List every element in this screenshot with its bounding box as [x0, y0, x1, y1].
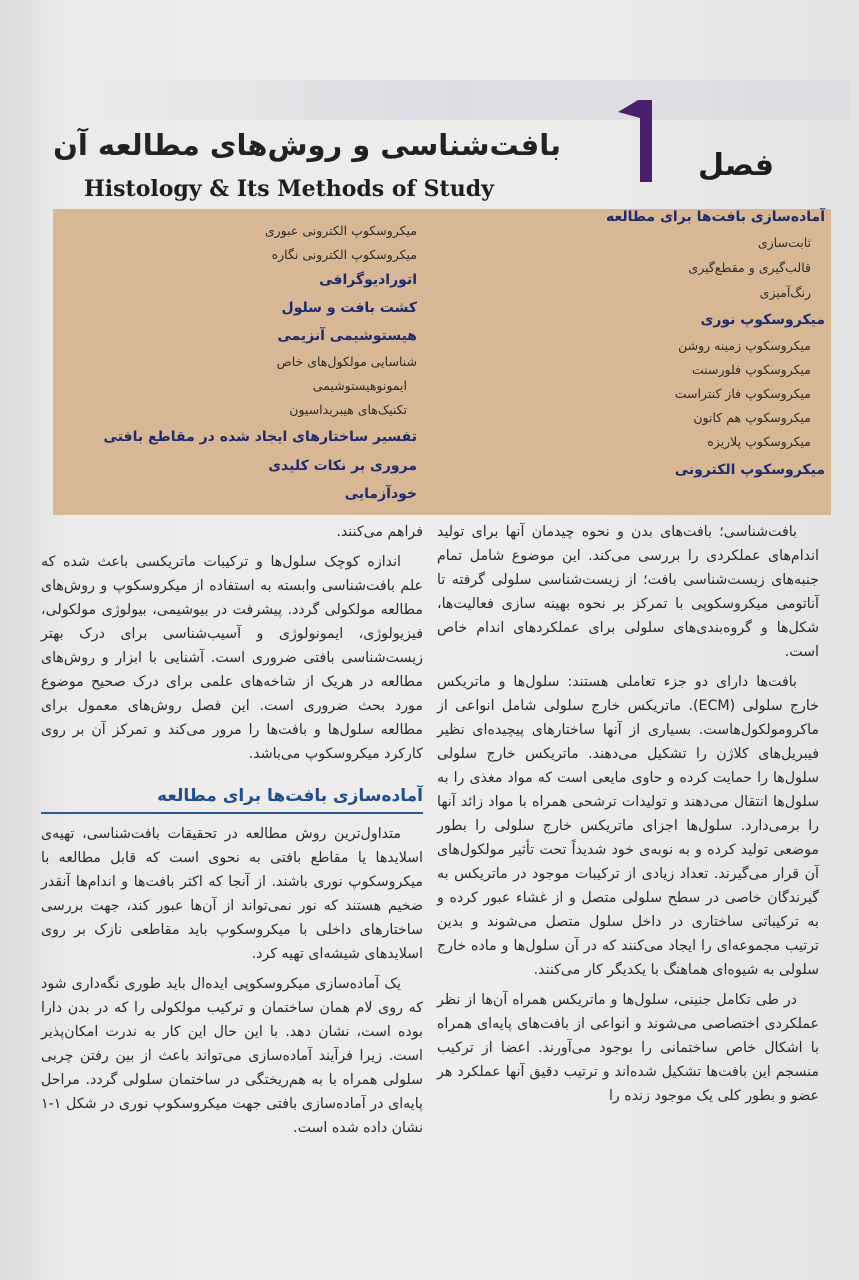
body-column-right	[437, 520, 819, 1114]
outline-item: تکنیک‌های هیبریداسیون	[289, 402, 407, 417]
outline-item: تفسیر ساختارهای ایجاد شده در مقاطع بافتی	[103, 429, 417, 445]
paragraph: در طی تکامل جنینی، سلول‌ها و ماتریکس همراه آن‌ها از نظر عملکردی اختصاصی می‌شوند و انواعی از بافت‌های پایه‌ای همراه با اشکال خاص ساختمانی را بوجود می‌آورند. اعضا از ترکیب منسجم این بافت‌ها تشکیل شده‌اند و ترتیب دقیق آنها عملکرد هر عضو و بطور کلی یک موجود زنده را	[437, 992, 819, 1104]
outline-item: اتورادیوگرافی	[319, 272, 417, 288]
outline-item: میکروسکوپ الکترونی عبوری	[264, 223, 417, 238]
outline-item: قالب‌گیری و مقطع‌گیری	[688, 260, 811, 275]
paragraph: بافت‌ها دارای دو جزء تعاملی هستند: سلول‌ها و ماتریکس خارج سلولی (ECM). ماتریکس خارج سلولی شامل انواعی از ماکرومولکول‌هاست. بسیاری از آنها ساختارهای پیچیده‌ای نظیر فیبریل‌های کلاژن را تشکیل می‌دهند. ماتریکس خارج سلولی سلول‌ها را حمایت کرده و حاوی مایعی است که مواد مغذی را به سلول‌ها انتقال می‌دهند و تولیدات ترشحی همراه با مواد زائد آنها را برمی‌دارد. سلول‌ها اجزای ماتریکس خارج سلولی را بطور موضعی تولید کرده و به نوبه‌ی خود شدیداً تحت تأثیر مولکول‌های آن قرار می‌گیرند. تعداد زیادی از ترکیبات موجود در ماتریکس به گیرندگان خاصی در سطح سلولی متصل و از غشاء عبور کرده و به ترکیباتی ساختاری در داخل سلول متصل می‌شوند و بدین ترتیب مجموعه‌ای را ایجاد می‌کنند که در آن سلول‌ها و ماده خارج سلولی به شیوه‌ای هماهنگ با یکدیگر کار می‌کنند.	[437, 674, 820, 978]
bleed-through-band	[60, 80, 850, 120]
paragraph: فراهم می‌کنند.	[336, 524, 423, 540]
outline-item: شناسایی مولکول‌های خاص	[276, 354, 417, 369]
chapter-title-en: Histology & Its Methods of Study	[84, 176, 494, 202]
outline-item: خودآزمایی	[344, 486, 417, 502]
outline-item: میکروسکوپ زمینه روشن	[678, 338, 811, 353]
outline-item: میکروسکوپ فلورسنت	[691, 362, 811, 377]
outline-item: ثابت‌سازی	[757, 235, 811, 250]
paragraph: یک آماده‌سازی میکروسکوپی ایده‌ال باید طوری نگه‌داری شود که روی لام همان ساختمان و ترکیب مولکولی را که در بدن دارا بوده است، نشان دهد. با این حال این کار به ندرت امکان‌پذیر است. زیرا فرآیند آماده‌سازی می‌تواند باعث از بین رفتن چربی سلولی همراه با به هم‌ریختگی در ساختمان سلولی گردد. مراحل پایه‌ای در آماده‌سازی بافتی جهت میکروسکوپ نوری در شکل ۱-۱ نشان داده شده است.	[41, 976, 423, 1136]
paragraph: بافت‌شناسی؛ بافت‌های بدن و نحوه چیدمان آنها برای تولید اندام‌های عملکردی را بررسی می‌کند. این موضوع شامل تمام جنبه‌های زیست‌شناسی بافت؛ از زیست‌شناسی سلولی گرفته تا آناتومی میکروسکوپی با تمرکز بر نحوه بهینه سازی فعالیت‌ها، شکل‌ها و گروه‌بندی‌های سلولی برای عملکردهای اندام خاص است.	[437, 524, 819, 660]
paragraph: اندازه کوچک سلول‌ها و ترکیبات ماتریکسی باعث شده که علم بافت‌شناسی وابسته به استفاده از میکروسکوپ و روش‌های مطالعه مولکولی گردد. پیشرفت در بیوشیمی، بیولوژی مولکولی، فیزیولوژی، ایمونولوژی و آسیب‌شناسی برای درک بهتر زیست‌شناسی بافتی ضروری است. آشنایی با ابزار و روش‌های مطالعه در هریک از شاخه‌های علمی برای درک صحیح موضوع مورد بحث ضروری است. این فصل روش‌های معمول برای مطالعه سلول‌ها و بافت‌ها را مرور می‌کند و تمرکز آن بر روی کارکرد میکروسکوپ می‌باشد.	[41, 554, 423, 762]
body-column-left	[41, 520, 423, 1146]
paragraph: متداول‌ترین روش مطالعه در تحقیقات بافت‌شناسی، تهیه‌ی اسلایدها یا مقاطع بافتی به نحوی است که قابل مطالعه با میکروسکوپ نوری باشند. از آنجا که اکثر بافت‌ها و اندام‌ها آنقدر ضخیم هستند که نور نمی‌تواند از آن‌ها عبور کند، جهت بررسی ساختارهای داخلی با میکروسکوپ باید مقاطعی نازک بر روی اسلایدهای شیشه‌ای تهیه کرد.	[41, 826, 423, 962]
outline-item: کشت بافت و سلول	[281, 300, 417, 316]
outline-item: میکروسکوپ پلاریزه	[707, 434, 811, 449]
section-heading: آماده‌سازی بافت‌ها برای مطالعه	[41, 784, 423, 814]
outline-item: رنگ‌آمیزی	[759, 285, 811, 300]
outline-item: هیستوشیمی آنزیمی	[277, 328, 417, 344]
outline-item: میکروسکوپ الکترونی	[674, 462, 825, 478]
chapter-label: فصل	[698, 148, 774, 183]
outline-item: مروری بر نکات کلیدی	[268, 458, 417, 474]
outline-item: میکروسکوپ نوری	[700, 312, 825, 328]
chapter-title-fa: بافت‌شناسی و روش‌های مطالعه آن	[53, 128, 561, 162]
outline-item: ایمونوهیستوشیمی	[312, 378, 407, 393]
outline-item: میکروسکوپ فاز کنتراست	[674, 386, 811, 401]
outline-item: میکروسکوپ الکترونی نگاره	[271, 247, 417, 262]
chapter-outline-box	[53, 209, 831, 515]
outline-item: آماده‌سازی بافت‌ها برای مطالعه	[606, 209, 825, 225]
outline-item: میکروسکوپ هم کانون	[693, 410, 811, 425]
chapter-number-graphic	[612, 98, 662, 184]
